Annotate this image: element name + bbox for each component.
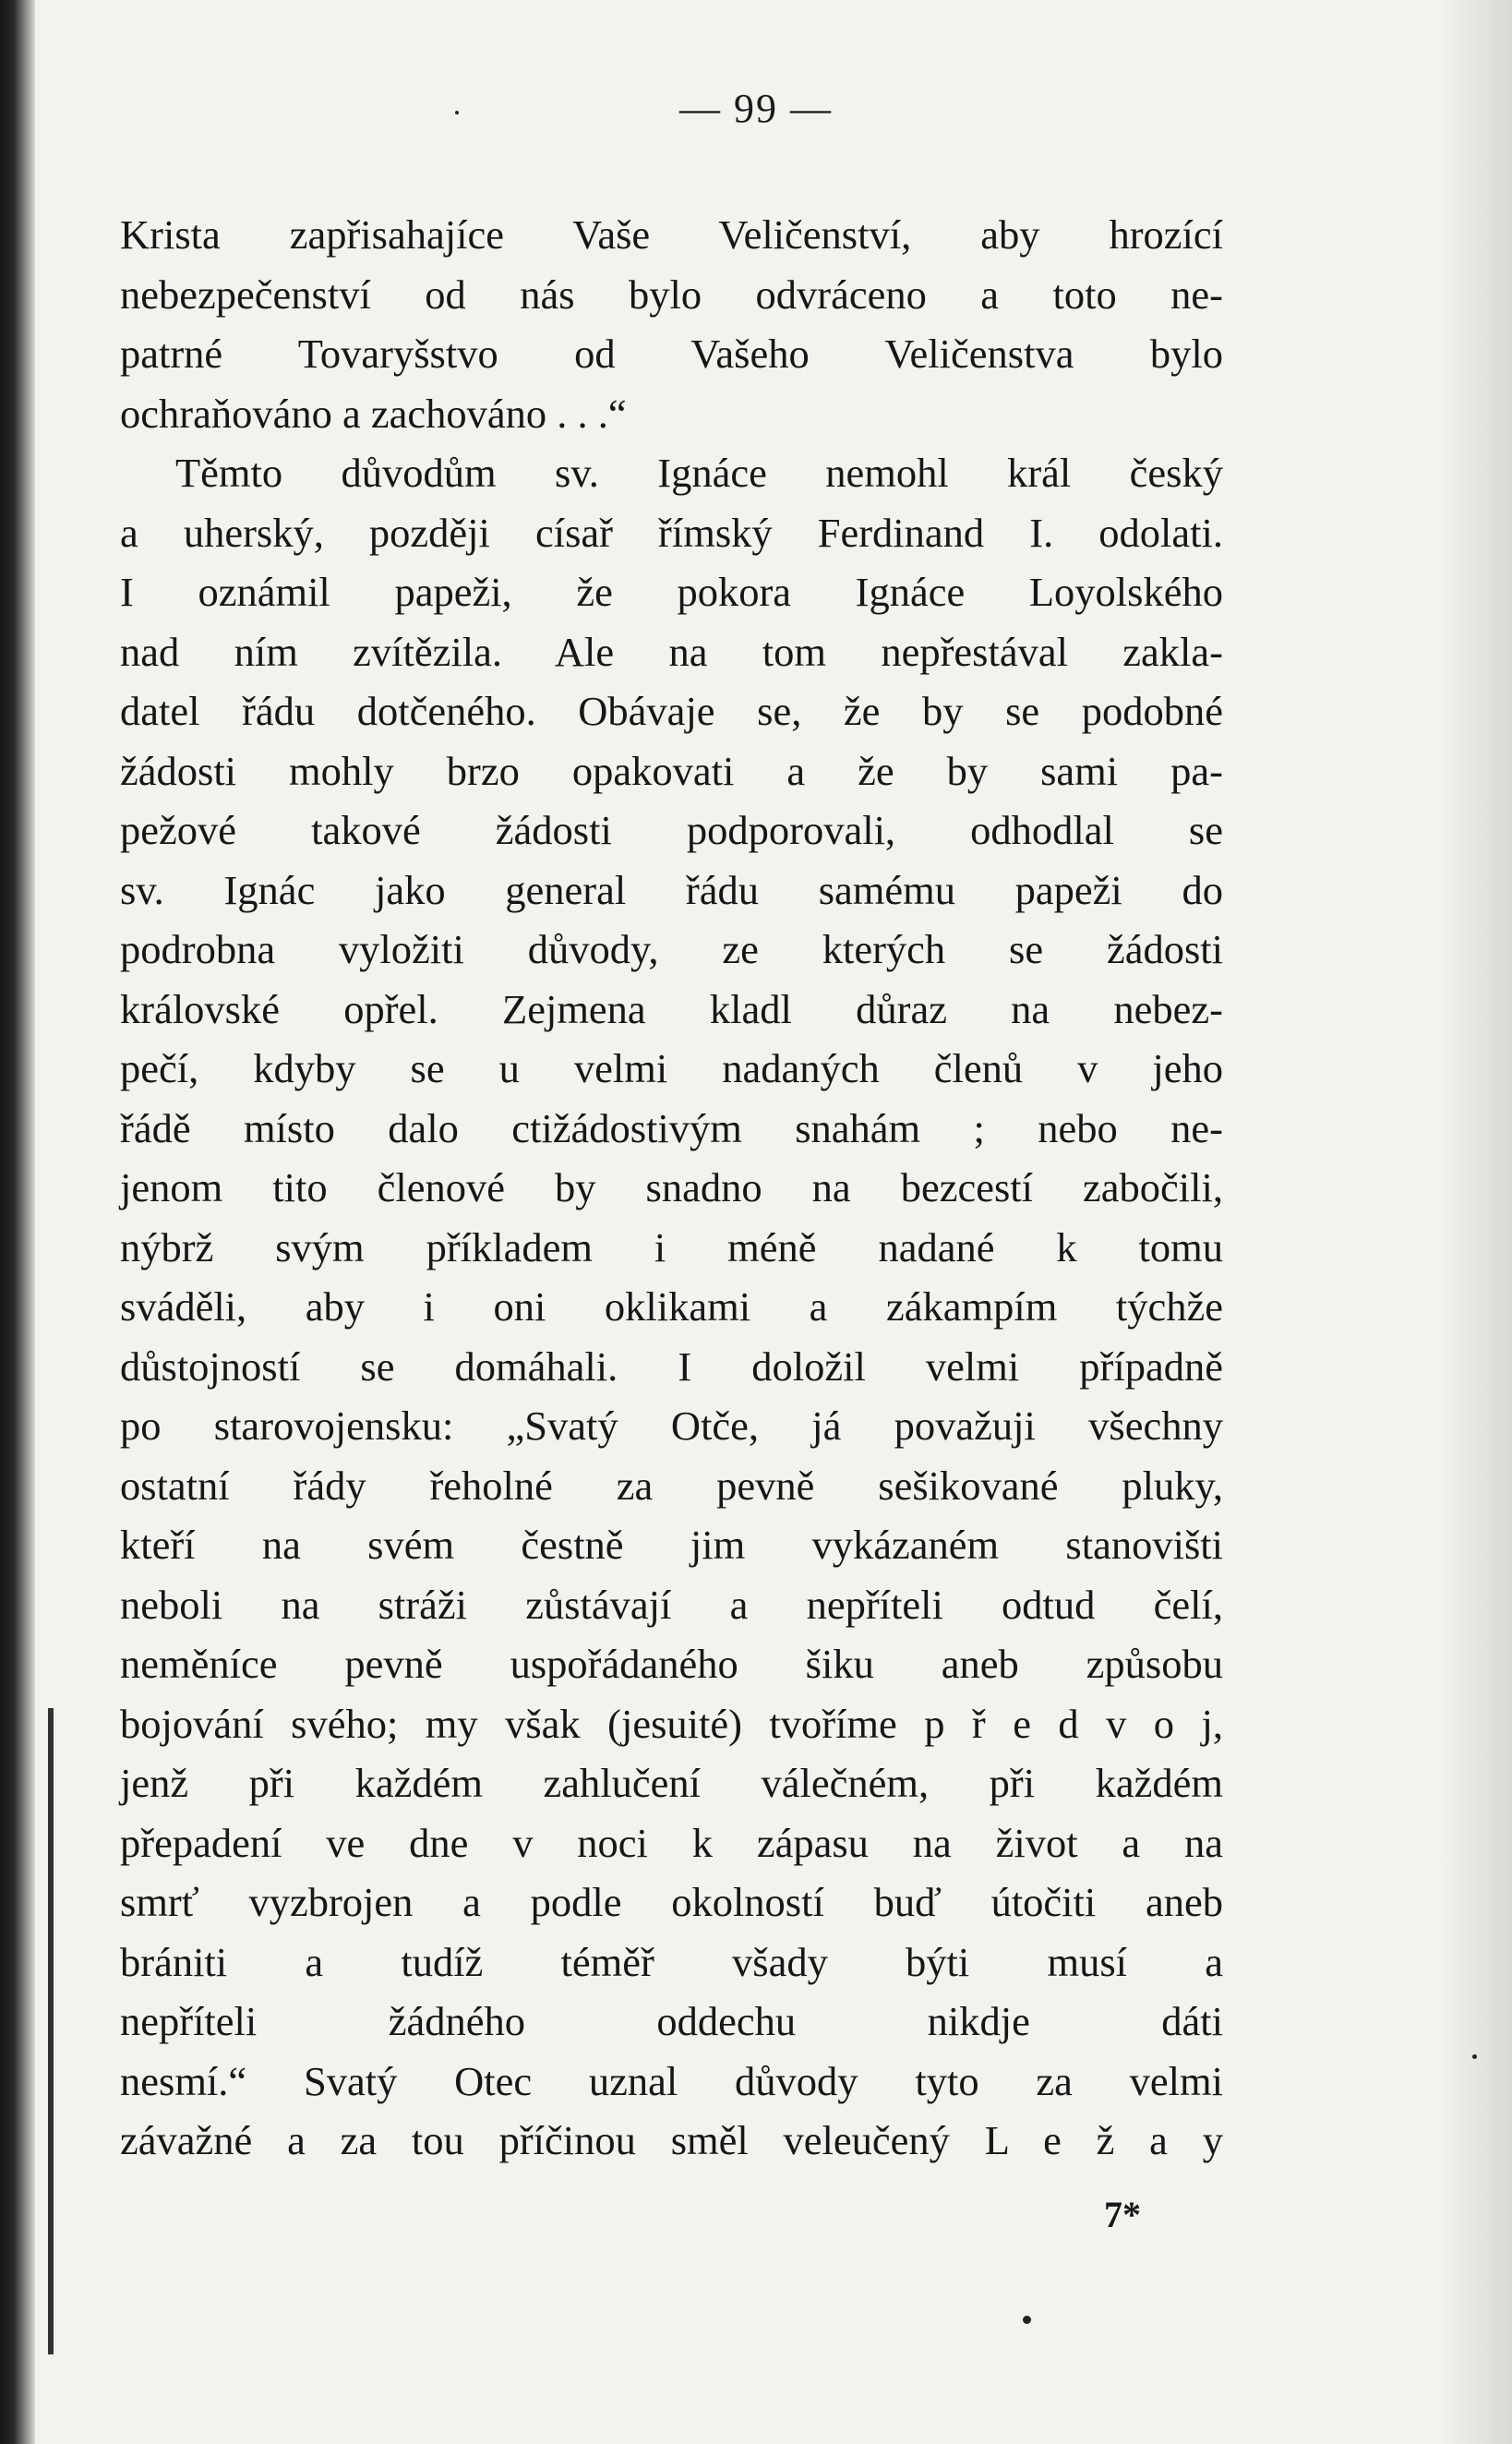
- text-line: sv. Ignác jako general řádu samému papeži do: [120, 866, 1223, 913]
- text-line: Krista zapřisahajíce Vaše Veličenství, aby hrozící: [120, 211, 1223, 258]
- text-line: sváděli, aby i oni oklikami a zákampím týchže: [120, 1283, 1223, 1330]
- text-line: neměníce pevně uspořádaného šiku aneb způsobu: [120, 1641, 1223, 1687]
- text-line: smrť vyzbrojen a podle okolností buď útočiti aneb: [120, 1879, 1223, 1925]
- print-speck: [1023, 2316, 1031, 2324]
- text-line: podrobna vyložiti důvody, ze kterých se žádosti: [120, 926, 1223, 972]
- text-line: přepadení ve dne v noci k zápasu na život a na: [120, 1819, 1223, 1866]
- text-line: po starovojensku: „Svatý Otče, já považuji všechny: [120, 1403, 1223, 1449]
- text-line: ochraňováno a zachováno . . .“: [120, 390, 627, 437]
- text-line: pečí, kdyby se u velmi nadaných členů v jeho: [120, 1045, 1223, 1091]
- signature-mark: 7*: [1104, 2194, 1141, 2235]
- text-line: Těmto důvodům sv. Ignáce nemohl král český: [175, 450, 1223, 496]
- text-line: pežové takové žádosti podporovali, odhodlal se: [120, 807, 1223, 853]
- body-text: [120, 205, 1223, 2171]
- text-line: nesmí.“ Svatý Otec uznal důvody tyto za velmi: [120, 2057, 1223, 2104]
- text-line: jenž při každém zahlučení válečném, při každém: [120, 1760, 1223, 1806]
- page-edge-mark: [48, 1708, 54, 2354]
- text-line: neboli na stráži zůstávají a nepříteli odtud čelí,: [120, 1581, 1223, 1628]
- text-line: nepříteli žádného oddechu nikdje dáti: [120, 1998, 1223, 2044]
- text-line: jenom tito členové by snadno na bezcestí zabočili,: [120, 1164, 1223, 1210]
- text-line: nad ním zvítězila. Ale na tom nepřestával zakla-: [120, 628, 1223, 675]
- text-line: I oznámil papeži, že pokora Ignáce Loyolského: [120, 569, 1223, 615]
- print-speck: [1472, 2054, 1477, 2059]
- text-line: a uherský, později císař římský Ferdinand I. odolati.: [120, 509, 1223, 556]
- text-line: řádě místo dalo ctižádostivým snahám ; nebo ne-: [120, 1104, 1223, 1151]
- text-line: královské opřel. Zejmena kladl důraz na nebez-: [120, 985, 1223, 1032]
- text-line: nýbrž svým příkladem i méně nadané k tomu: [120, 1223, 1223, 1270]
- text-line: důstojností se domáhali. I doložil velmi případně: [120, 1342, 1223, 1390]
- page-edge-shade: [1438, 0, 1512, 2444]
- print-speck: [455, 111, 459, 114]
- text-line: ostatní řády řeholné za pevně sešikované pluky,: [120, 1462, 1223, 1509]
- page-binding-shadow: [0, 0, 35, 2444]
- text-line: závažné a za tou příčinou směl veleučený L e ž a y: [120, 2117, 1223, 2163]
- text-line: bojování svého; my však (jesuité) tvoříme p ř e d v o j,: [120, 1700, 1223, 1747]
- page-number: — 99 —: [679, 86, 833, 131]
- text-line: patrné Tovaryšstvo od Vašeho Veličenstva bylo: [120, 331, 1223, 377]
- text-line: datel řádu dotčeného. Obávaje se, že by se podobné: [120, 688, 1223, 734]
- text-line: kteří na svém čestně jim vykázaném stanovišti: [120, 1522, 1223, 1568]
- text-line: nebezpečenství od nás bylo odvráceno a toto ne-: [120, 271, 1223, 318]
- text-line: žádosti mohly brzo opakovati a že by sami pa-: [120, 747, 1223, 794]
- text-line: brániti a tudíž téměř všady býti musí a: [120, 1938, 1223, 1985]
